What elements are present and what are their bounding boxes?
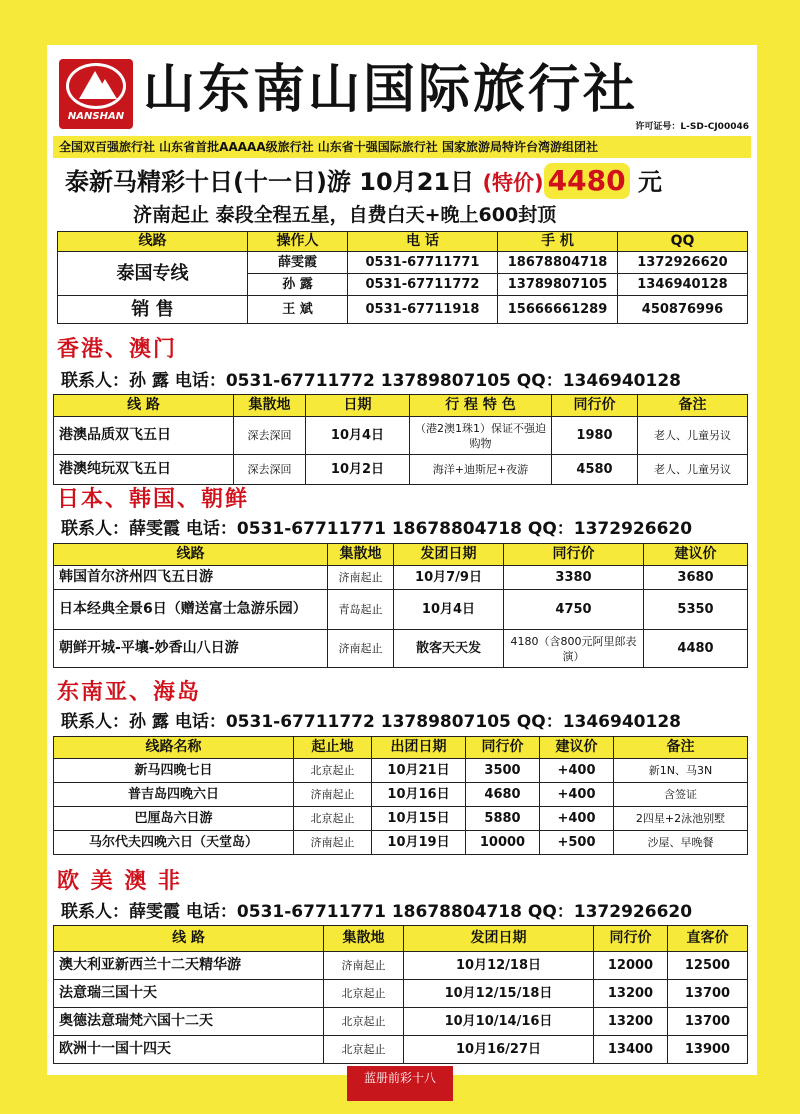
table-row (58, 252, 748, 274)
depart-city: 北京起止 (324, 980, 404, 1008)
page-footer-label: 蓝册前彩十八 (347, 1066, 453, 1101)
qq: 1372926620 (618, 252, 748, 274)
remark: 2四星+2泳池别墅 (614, 807, 748, 831)
table-header: 出团日期 (372, 737, 466, 759)
route-feature: （港2澳1珠1）保证不强迫购物 (410, 417, 552, 455)
table-header: 线路名称 (54, 737, 294, 759)
route-name: 法意瑞三国十天 (54, 980, 324, 1008)
suggested-markup: +400 (540, 783, 614, 807)
depart-city: 深去深回 (234, 417, 306, 455)
flyer-page (47, 45, 757, 1085)
table-header: 集散地 (234, 395, 306, 417)
section-title-japan-korea: 日本、韩国、朝鲜 (57, 487, 250, 512)
operator-name: 薛雯霞 (248, 252, 348, 274)
suggested-price: 5350 (644, 590, 748, 630)
operator-name: 孙 露 (248, 274, 348, 296)
depart-date: 10月16/27日 (404, 1036, 594, 1064)
suggested-price: 4480 (644, 630, 748, 668)
headline-price: 4480 (544, 163, 630, 199)
route-name: 港澳品质双飞五日 (54, 417, 234, 455)
remark: 老人、儿童另议 (638, 455, 748, 485)
route-name: 澳大利亚新西兰十二天精华游 (54, 952, 324, 980)
depart-city: 济南起止 (294, 831, 372, 855)
depart-date: 散客天天发 (394, 630, 504, 668)
nanshan-logo (59, 59, 133, 129)
thai-line-label: 泰国专线 (58, 252, 248, 296)
table-row (54, 590, 748, 630)
contact-japan-korea: 联系人：薛雯霞 电话：0531-67711771 18678804718 QQ：1372926620 (61, 519, 693, 539)
honors-bar: 全国双百强旅行社 山东省首批AAAAA级旅行社 山东省十强国际旅行社 国家旅游局特许台湾游组团社 (53, 136, 751, 158)
qq: 1346940128 (618, 274, 748, 296)
depart-date: 10月2日 (306, 455, 410, 485)
table-row (54, 1008, 748, 1036)
table-row (54, 807, 748, 831)
depart-date: 10月7/9日 (394, 566, 504, 590)
table-header: 建议价 (540, 737, 614, 759)
table-header: 备注 (614, 737, 748, 759)
table-header: 集散地 (324, 926, 404, 952)
phone: 0531-67711918 (348, 296, 498, 324)
direct-price: 13700 (668, 980, 748, 1008)
headline (65, 163, 755, 201)
contact-europe-america: 联系人：薛雯霞 电话：0531-67711771 18678804718 QQ：1372926620 (61, 902, 693, 922)
europe-america-table (53, 925, 748, 1064)
table-header: 备注 (638, 395, 748, 417)
trade-price: 1980 (552, 417, 638, 455)
depart-city: 济南起止 (328, 566, 394, 590)
depart-date: 10月16日 (372, 783, 466, 807)
table-header: 直客价 (668, 926, 748, 952)
table-header: 线 路 (54, 926, 324, 952)
depart-city: 北京起止 (324, 1008, 404, 1036)
route-feature: 海洋+迪斯尼+夜游 (410, 455, 552, 485)
hk-macau-table (53, 394, 748, 485)
headline-subtitle: 济南起止 泰段全程五星，自费白天+晚上600封顶 (133, 204, 557, 226)
trade-price: 13200 (594, 1008, 668, 1036)
trade-price: 4680 (466, 783, 540, 807)
operator-name: 王 斌 (248, 296, 348, 324)
depart-date: 10月15日 (372, 807, 466, 831)
table-header: QQ (618, 232, 748, 252)
table-row (58, 296, 748, 324)
logo-text: NANSHAN (67, 111, 125, 122)
depart-date: 10月19日 (372, 831, 466, 855)
trade-price: 3380 (504, 566, 644, 590)
table-header: 同行价 (594, 926, 668, 952)
route-name: 新马四晚七日 (54, 759, 294, 783)
depart-city: 济南起止 (324, 952, 404, 980)
route-name: 日本经典全景6日（赠送富士急游乐园） (54, 590, 328, 630)
table-header: 发团日期 (404, 926, 594, 952)
agency-name: 山东南山国际旅行社 (143, 60, 639, 120)
southeast-asia-table (53, 736, 748, 855)
remark: 含签证 (614, 783, 748, 807)
depart-city: 深去深回 (234, 455, 306, 485)
table-header: 同行价 (466, 737, 540, 759)
table-header: 行 程 特 色 (410, 395, 552, 417)
trade-price: 10000 (466, 831, 540, 855)
table-header: 线路 (58, 232, 248, 252)
mobile: 15666661289 (498, 296, 618, 324)
phone: 0531-67711772 (348, 274, 498, 296)
section-title-southeast-asia: 东南亚、海岛 (57, 680, 202, 705)
contact-hk-macau: 联系人：孙 露 电话：0531-67711772 13789807105 QQ：1346940128 (61, 371, 681, 391)
route-name: 欧洲十一国十四天 (54, 1036, 324, 1064)
table-header: 日期 (306, 395, 410, 417)
route-name: 巴厘岛六日游 (54, 807, 294, 831)
depart-date: 10月10/14/16日 (404, 1008, 594, 1036)
table-header: 同行价 (552, 395, 638, 417)
contact-southeast-asia: 联系人：孙 露 电话：0531-67711772 13789807105 QQ：1346940128 (61, 712, 681, 732)
table-header: 同行价 (504, 544, 644, 566)
mountain-small-icon (93, 79, 117, 99)
table-header: 线 路 (54, 395, 234, 417)
trade-price: 3500 (466, 759, 540, 783)
headline-title: 泰新马精彩十日(十一日)游 10月21日 (65, 168, 475, 196)
direct-price: 12500 (668, 952, 748, 980)
trade-price: 5880 (466, 807, 540, 831)
remark: 沙屋、早晚餐 (614, 831, 748, 855)
table-header: 电 话 (348, 232, 498, 252)
table-row (54, 1036, 748, 1064)
license-number: 许可证号：L-SD-CJ00046 (635, 122, 749, 132)
depart-date: 10月4日 (394, 590, 504, 630)
table-header: 建议价 (644, 544, 748, 566)
route-name: 奥德法意瑞梵六国十二天 (54, 1008, 324, 1036)
trade-price: 4180（含800元阿里郎表演） (504, 630, 644, 668)
depart-date: 10月21日 (372, 759, 466, 783)
mobile: 13789807105 (498, 274, 618, 296)
thai-contact-table (57, 231, 748, 324)
trade-price: 4750 (504, 590, 644, 630)
table-row (54, 455, 748, 485)
depart-date: 10月12/15/18日 (404, 980, 594, 1008)
table-row (54, 759, 748, 783)
depart-city: 北京起止 (324, 1036, 404, 1064)
table-row (54, 831, 748, 855)
table-header: 手 机 (498, 232, 618, 252)
trade-price: 13400 (594, 1036, 668, 1064)
sales-label: 销 售 (58, 296, 248, 324)
suggested-price: 3680 (644, 566, 748, 590)
direct-price: 13900 (668, 1036, 748, 1064)
route-name: 朝鲜开城-平壤-妙香山八日游 (54, 630, 328, 668)
route-name: 港澳纯玩双飞五日 (54, 455, 234, 485)
table-row (54, 783, 748, 807)
direct-price: 13700 (668, 1008, 748, 1036)
trade-price: 13200 (594, 980, 668, 1008)
trade-price: 4580 (552, 455, 638, 485)
depart-city: 北京起止 (294, 759, 372, 783)
table-header: 操作人 (248, 232, 348, 252)
depart-city: 济南起止 (328, 630, 394, 668)
route-name: 韩国首尔济州四飞五日游 (54, 566, 328, 590)
phone: 0531-67711771 (348, 252, 498, 274)
table-header: 发团日期 (394, 544, 504, 566)
mobile: 18678804718 (498, 252, 618, 274)
table-header: 起止地 (294, 737, 372, 759)
depart-date: 10月4日 (306, 417, 410, 455)
table-row (54, 952, 748, 980)
table-row (54, 630, 748, 668)
table-header: 线路 (54, 544, 328, 566)
suggested-markup: +400 (540, 759, 614, 783)
route-name: 普吉岛四晚六日 (54, 783, 294, 807)
qq: 450876996 (618, 296, 748, 324)
trade-price: 12000 (594, 952, 668, 980)
table-row (54, 566, 748, 590)
remark: 老人、儿童另议 (638, 417, 748, 455)
suggested-markup: +500 (540, 831, 614, 855)
route-name: 马尔代夫四晚六日（天堂岛） (54, 831, 294, 855)
special-price-tag: (特价) (482, 171, 544, 195)
section-title-europe-america: 欧 美 澳 非 (57, 869, 182, 894)
depart-city: 济南起止 (294, 783, 372, 807)
section-title-hk-macau: 香港、澳门 (57, 337, 178, 362)
table-row (54, 417, 748, 455)
table-header: 集散地 (328, 544, 394, 566)
remark: 新1N、马3N (614, 759, 748, 783)
depart-city: 北京起止 (294, 807, 372, 831)
table-row (54, 980, 748, 1008)
depart-city: 青岛起止 (328, 590, 394, 630)
depart-date: 10月12/18日 (404, 952, 594, 980)
suggested-markup: +400 (540, 807, 614, 831)
japan-korea-table (53, 543, 748, 668)
header (55, 55, 749, 133)
price-unit: 元 (637, 168, 662, 196)
